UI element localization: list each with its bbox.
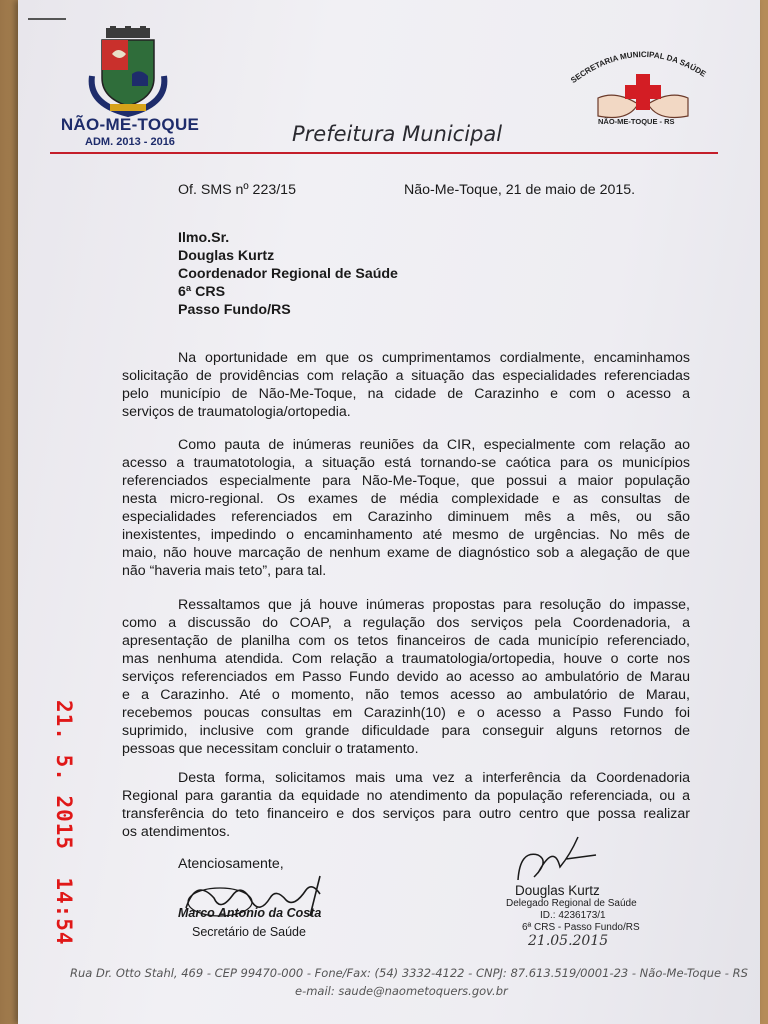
camera-timestamp-box [46,700,76,970]
signer-right-name: Douglas Kurtz [515,883,600,898]
paragraph-line: especialidades referenciados em Carazinho diminuem mês a mês, ou são [122,509,690,525]
paragraph-line: acesso a traumatotologia, a situação está tornando-se caótica para os municípios [122,455,690,471]
paragraph-line: não “haveria mais teto”, para tal. [122,563,327,579]
municipal-crest-icon [88,26,168,118]
paragraph-line: inexistentes, impedindo o encaminhamento até mesmo de urgências. No mês de [122,527,690,543]
paragraph-line: pelo município de Não-Me-Toque, na cidade de Carazinho e com o acesso a [122,386,690,402]
footer-email: e-mail: saude@naometoquers.gov.br [295,984,508,998]
recipient-unit: 6ª CRS [178,284,226,300]
paragraph-line: mas nenhuma atendida. Com relação a traumatologia/ortopedia, houve o corte nos [122,651,690,667]
footer-address: Rua Dr. Otto Stahl, 469 - CEP 99470-000 - Fone/Fax: (54) 3332-4122 - CNPJ: 87.613.519/0001-23 - Não-Me-Toque - RS [70,966,748,980]
camera-timestamp: 21. 5. 2015 14:54 [52,700,76,946]
stamp-line: Delegado Regional de Saúde [506,898,637,909]
paragraph-line: Na oportunidade em que os cumprimentamos cordialmente, encaminhamos [178,350,690,366]
paragraph-line: transferência do teto financeiro e dos serviços para outro centro que possa realizar [122,806,690,822]
recipient-salutation: Ilmo.Sr. [178,230,230,246]
corner-mark [28,18,66,20]
paragraph-line: Regional para garantia da equidade no atendimento da população referenciada, ou a [122,788,690,804]
paragraph-line: referenciados especialmente para Não-Me-Toque, que possui a maior população [122,473,690,489]
paragraph-line: recebemos poucas consultas em Carazinh(10) e o acesso a Passo Fundo foi [122,705,690,721]
administration-period: ADM. 2013 - 2016 [85,136,175,148]
recipient-city: Passo Fundo/RS [178,302,291,318]
paragraph-line: maio, não houve marcação de nenhum exame de diagnóstico sob a alegação de que [122,545,690,561]
signer-left-name: Marco Antonio da Costa [178,906,322,920]
institution-title: Prefeitura Municipal [292,122,503,146]
header-divider [50,152,718,154]
letter-reference: Of. SMS nº 223/15 [178,182,296,198]
stamp-line: ID.: 4236173/1 [540,910,606,921]
paragraph-line: Ressaltamos que já houve inúmeras propostas para resolução do impasse, [178,597,690,613]
secretariat-logo-text: SECRETARIA MUNICIPAL DA SAÚDE [569,49,708,86]
paragraph-line: pessoas que necessitam concluir o tratamento. [122,741,419,757]
signer-left-title: Secretário de Saúde [192,925,306,939]
paragraph-line: nesta micro-regional. Os exames de média complexidade e as consultas de [122,491,690,507]
paragraph-line: Desta forma, solicitamos mais uma vez a interferência da Coordenadoria [178,770,690,786]
stamp-line: 6ª CRS - Passo Fundo/RS [522,922,640,933]
secretariat-logo-city: NÃO-ME-TOQUE - RS [598,117,675,126]
paragraph-line: Como pauta de inúmeras reuniões da CIR, especialmente com relação ao [178,437,690,453]
recipient-role: Coordenador Regional de Saúde [178,266,398,282]
paragraph-line: suprimido, inclusive com grande dificuldade para conseguir alguns retornos de [122,723,690,739]
recipient-name: Douglas Kurtz [178,248,275,264]
paragraph-line: apresentação de planilha com os tetos financeiros de cada município referenciado, [122,633,690,649]
closing: Atenciosamente, [178,856,284,872]
paragraph-line: serviços de traumatologia/ortopedia. [122,404,351,420]
city-name: NÃO-ME-TOQUE [60,115,200,134]
paragraph-line: como a discussão do COAP, a regulação dos serviços pela Coordenadoria, a [122,615,690,631]
paragraph-line: solicitação de providências com relação a situação das especialidades referenciadas [122,368,690,384]
handwritten-date: 21.05.2015 [528,933,609,949]
paragraph-line: os atendimentos. [122,824,231,840]
paragraph-line: serviços referenciados em Passo Fundo devido ao acesso ao ambulatório de Marau [122,669,690,685]
paragraph-line: e a Carazinho. Até o momento, não temos acesso ao ambulatório de Marau, [122,687,690,703]
handwritten-signature-right-icon [508,835,608,885]
letter-place-date: Não-Me-Toque, 21 de maio de 2015. [404,182,636,198]
